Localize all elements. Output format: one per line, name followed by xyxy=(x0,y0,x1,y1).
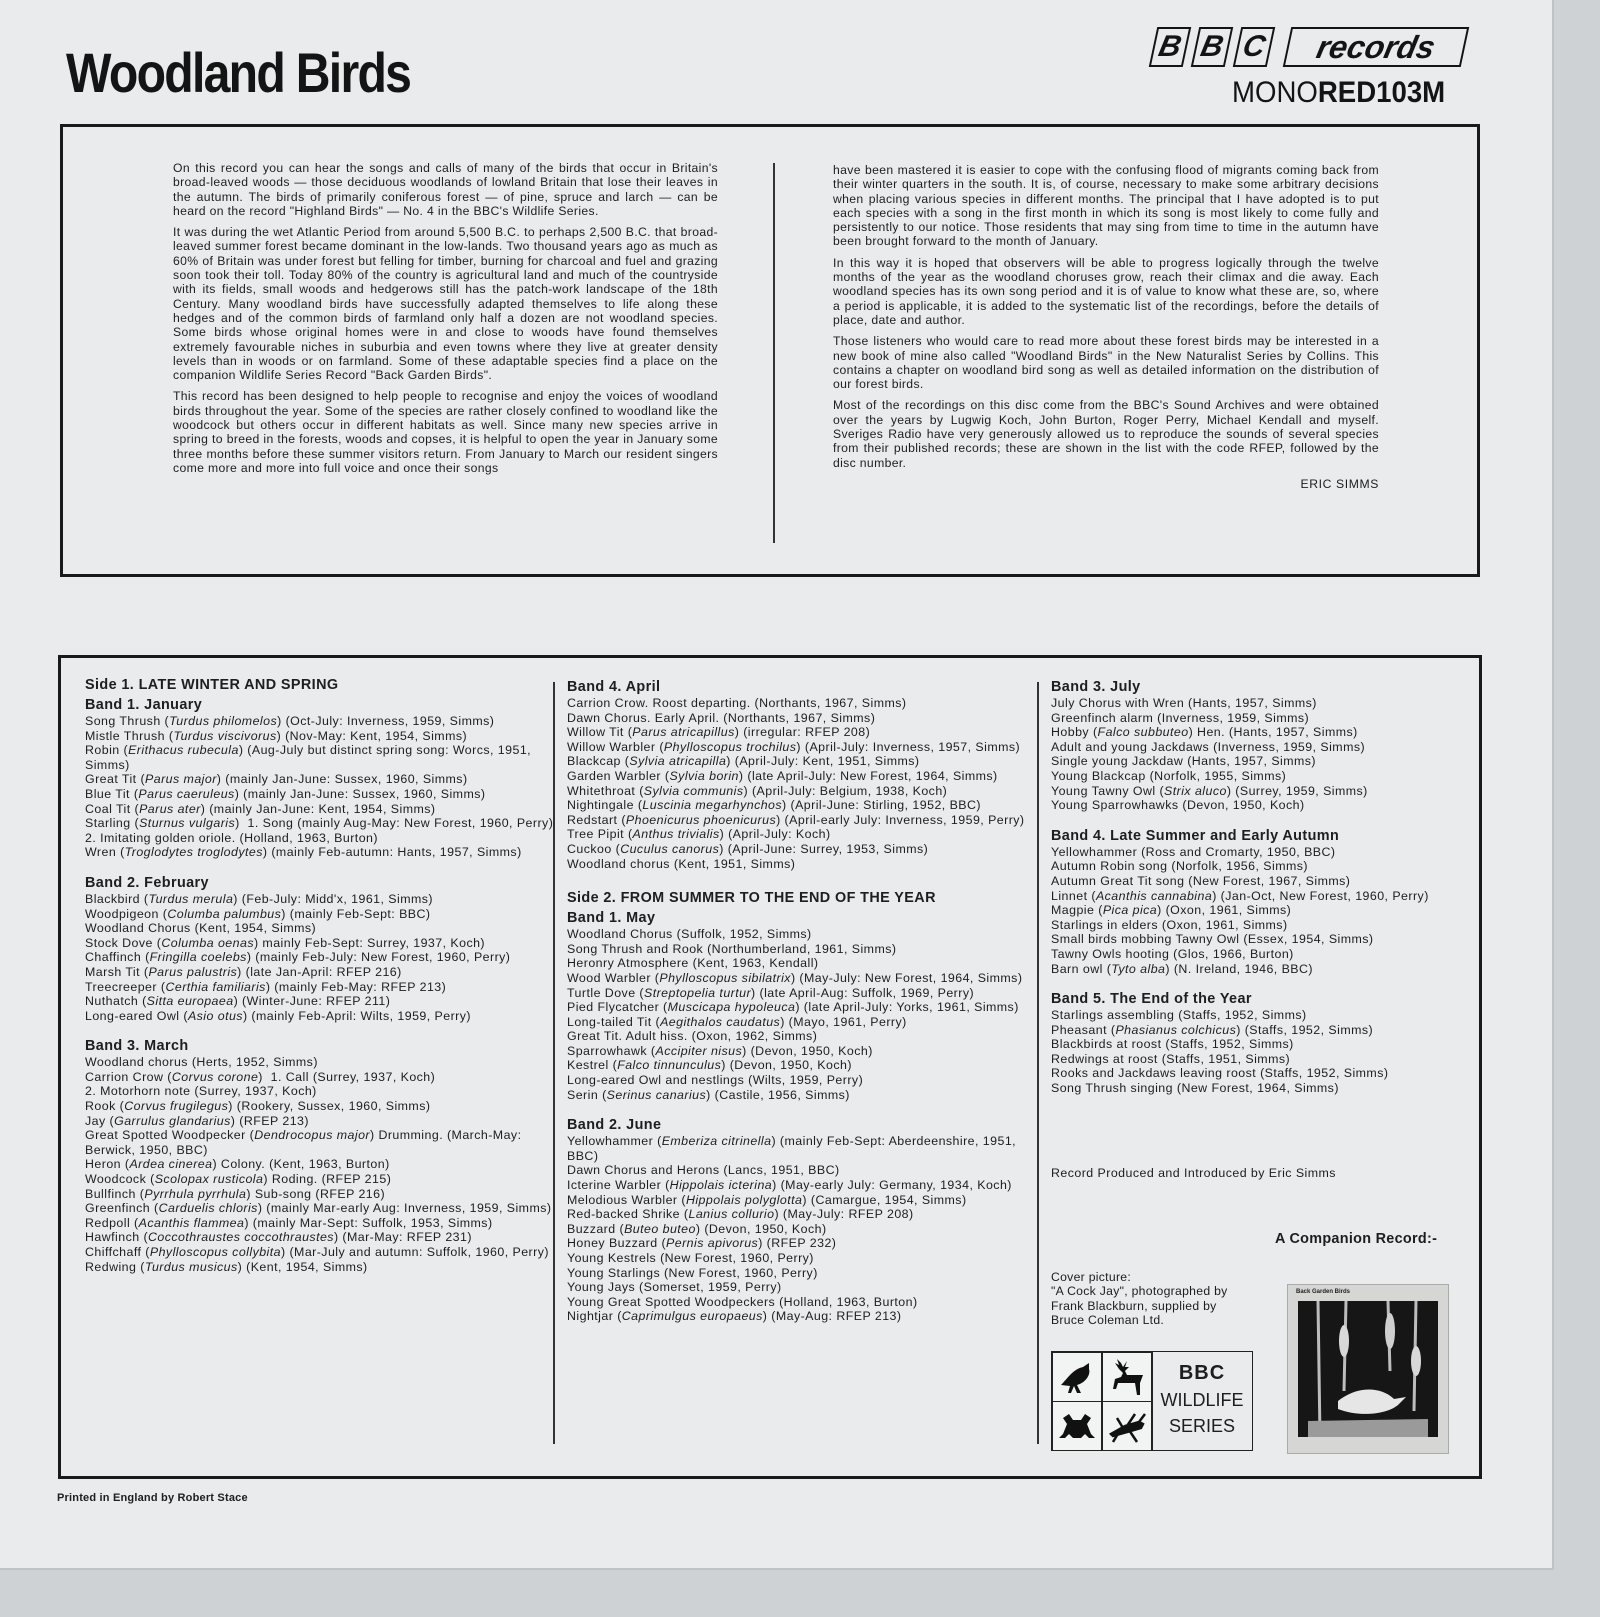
album-title: Woodland Birds xyxy=(66,41,411,104)
side-heading: Side 2. FROM SUMMER TO THE END OF THE YEAR xyxy=(567,890,936,907)
track-item: Wood Warbler (Phylloscopus sibilatrix) (May-July: New Forest, 1964, Simms) xyxy=(567,970,1023,985)
band-heading: Band 4. Late Summer and Early Autumn xyxy=(1051,827,1340,844)
track-column-3 xyxy=(1051,676,1466,1096)
track-item: Long-eared Owl and nestlings (Wilts, 1959, Perry) xyxy=(567,1073,864,1088)
wildlife-series-logo xyxy=(1051,1351,1253,1451)
band-heading: Band 1. May xyxy=(567,910,656,927)
track-item: Yellowhammer (Ross and Cromarty, 1950, BBC) xyxy=(1051,844,1336,859)
track-item: Greenfinch alarm (Inverness, 1959, Simms) xyxy=(1051,710,1310,725)
companion-record-thumbnail xyxy=(1287,1284,1449,1454)
companion-record-label: A Companion Record:- xyxy=(1275,1231,1438,1247)
track-item: Tawny Owls hooting (Glos, 1966, Burton) xyxy=(1051,946,1294,961)
track-item: July Chorus with Wren (Hants, 1957, Simms) xyxy=(1051,696,1317,710)
track-item: Robin (Erithacus rubecula) (Aug-July but distinct spring song: Worcs, 1951, Simms) xyxy=(85,743,535,772)
track-item: Chaffinch (Fringilla coelebs) (mainly Feb-July: New Forest, 1960, Perry) xyxy=(85,950,511,965)
track-item: Song Thrush (Turdus philomelos) (Oct-July: Inverness, 1959, Simms) xyxy=(85,714,495,728)
logo-letter: C xyxy=(1233,27,1276,67)
track-item: Blue Tit (Parus caeruleus) (mainly Jan-June: Sussex, 1960, Simms) xyxy=(85,786,486,801)
cover-credit-line: "A Cock Jay", photographed by xyxy=(1051,1284,1228,1299)
track-item: Starlings in elders (Oxon, 1961, Simms) xyxy=(1051,917,1288,932)
track-item: Heron (Ardea cinerea) Colony. (Kent, 1963, Burton) xyxy=(85,1157,390,1172)
track-item: Blackcap (Sylvia atricapilla) (April-July: Kent, 1951, Simms) xyxy=(567,754,920,769)
notes-paragraph: In this way it is hoped that observers will be able to progress logically through the twelve months of the year as the woodland choruses grow, reach their climax and die away. Each woodland species has its own song period and it is of value to know what these are, so, where a period is applicable, it is added to the systematic list of the recordings, before the details of place, date and author. xyxy=(833,255,1379,327)
track-item: Dawn Chorus and Herons (Lancs, 1951, BBC) xyxy=(567,1163,840,1178)
track-item: Redwings at roost (Staffs, 1951, Simms) xyxy=(1051,1051,1291,1066)
band-heading: Band 5. The End of the Year xyxy=(1051,991,1252,1008)
track-item: Young Blackcap (Norfolk, 1955, Simms) xyxy=(1051,768,1287,783)
track-item: Long-eared Owl (Asio otus) (mainly Feb-April: Wilts, 1959, Perry) xyxy=(85,1008,471,1023)
track-item: Great Tit. Adult hiss. (Oxon, 1962, Simms) xyxy=(567,1029,818,1044)
track-item: Coal Tit (Parus ater) (mainly Jan-June: Kent, 1954, Simms) xyxy=(85,801,436,816)
notes-paragraph: On this record you can hear the songs and calls of many of the birds that occur in Britain's broad-leaved woods — those deciduous woodlands of lowland Britain that lose their leaves in the autumn. The birds of primarily coniferous forest — of pine, spruce and larch — can be heard on the record "Highland Birds" — No. 4 in the BBC's Wildlife Series. xyxy=(173,161,718,218)
band-heading: Band 3. July xyxy=(1051,679,1141,695)
track-item: Young Tawny Owl (Strix aluco) (Surrey, 1959, Simms) xyxy=(1051,783,1368,798)
logo-letter: B xyxy=(1149,27,1192,67)
track-item: Autumn Great Tit song (New Forest, 1967, Simms) xyxy=(1051,873,1351,888)
track-item: Kestrel (Falco tinnunculus) (Devon, 1950, Koch) xyxy=(567,1058,852,1073)
catalogue-number xyxy=(1232,76,1445,110)
cover-credit-line: Cover picture: xyxy=(1051,1270,1132,1284)
notes-paragraph: Most of the recordings on this disc come from the BBC's Sound Archives and were obtained over the years by Lugwig Koch, John Burton, Roger Perry, Michael Kendall and myself. Sveriges Radio have very generously allowed us to reproduce the sounds of several species from their published records; these are shown in the list with the code RFEP, followed by the disc number. xyxy=(833,398,1379,470)
track-item: Treecreeper (Certhia familiaris) (mainly Feb-May: RFEP 213) xyxy=(85,979,447,994)
track-item: Woodland chorus (Herts, 1952, Simms) xyxy=(85,1055,318,1070)
track-listing-box xyxy=(58,655,1482,1479)
track-item: Rook (Corvus frugilegus) (Rookery, Sussex, 1960, Simms) xyxy=(85,1099,431,1114)
track-item: Redwing (Turdus musicus) (Kent, 1954, Simms) xyxy=(85,1259,368,1274)
track-item: Young Sparrowhawks (Devon, 1950, Koch) xyxy=(1051,798,1305,813)
logo-word: records xyxy=(1283,27,1470,67)
printer-credit: Printed in England by Robert Stace xyxy=(57,1492,248,1504)
track-item: Jay (Garrulus glandarius) (RFEP 213) xyxy=(85,1113,309,1128)
track-item: Great Spotted Woodpecker (Dendrocopus major) Drumming. (March-May: Berwick, 1950, BBC) xyxy=(85,1128,526,1157)
track-item: Serin (Serinus canarius) (Castile, 1956, Simms) xyxy=(567,1087,850,1102)
track-column-1 xyxy=(85,676,555,1274)
track-item: Nightingale (Luscinia megarhynchos) (April-June: Stirling, 1952, BBC) xyxy=(567,798,981,813)
track-item: Young Jays (Somerset, 1959, Perry) xyxy=(567,1280,782,1295)
track-item: Rooks and Jackdaws leaving roost (Staffs, 1952, Simms) xyxy=(1051,1066,1389,1081)
track-item: Blackbird (Turdus merula) (Feb-July: Midd'x, 1961, Simms) xyxy=(85,891,433,906)
series-brand: BBC xyxy=(1178,1362,1226,1384)
track-item: Redstart (Phoenicurus phoenicurus) (April-early July: Inverness, 1959, Perry) xyxy=(567,812,1025,827)
track-item: Woodland Chorus (Kent, 1954, Simms) xyxy=(85,921,317,936)
notes-paragraph: It was during the wet Atlantic Period from around 5,500 B.C. to perhaps 2,500 B.C. that broad-leaved summer forest became dominant in the low-lands. Two thousand years ago as much as 60% of Britain was under forest but felling for timber, burning for charcoal and fuel and grazing soon took their toll. Today 80% of the country is agricultural land and much of the countryside with its fields, small woods and hedgerows still has the patch-work landscape of the 18th Century. Many woodland birds have successfully adapted themselves to life along these hedges and of the common birds of farmland only half a dozen are not woodland species. Some birds whose original homes were in and close to woods have found themselves extremely favourable niches in suburbia and even towns where they live at greater density levels than in woods or on farmland. Some of these adaptable species find a place on the companion Wildlife Series Record "Back Garden Birds". xyxy=(173,225,718,383)
track-item: Starlings assembling (Staffs, 1952, Simms) xyxy=(1051,1008,1307,1023)
track-item: Nuthatch (Sitta europaea) (Winter-June: RFEP 211) xyxy=(85,994,391,1009)
notes-right-column xyxy=(833,163,1379,491)
series-line: SERIES xyxy=(1168,1416,1236,1436)
author-signature: ERIC SIMMS xyxy=(1300,476,1379,491)
track-item: Turtle Dove (Streptopelia turtur) (late April-Aug: Suffolk, 1969, Perry) xyxy=(567,985,975,1000)
bbc-records-logo xyxy=(1153,27,1467,67)
track-item: Adult and young Jackdaws (Inverness, 1959, Simms) xyxy=(1051,739,1366,754)
track-item: Pheasant (Phasianus colchicus) (Staffs, 1952, Simms) xyxy=(1051,1022,1374,1037)
side-heading: Side 1. LATE WINTER AND SPRING xyxy=(85,677,339,693)
track-item: Red-backed Shrike (Lanius collurio) (May-July: RFEP 208) xyxy=(567,1207,914,1222)
track-item: Carrion Crow (Corvus corone) 1. Call (Surrey, 1937, Koch) xyxy=(85,1069,436,1084)
series-line: WILDLIFE xyxy=(1160,1390,1244,1410)
cover-credit xyxy=(1051,1270,1228,1327)
band-heading: Band 4. April xyxy=(567,679,661,695)
track-item: Heronry Atmosphere (Kent, 1963, Kendall) xyxy=(567,956,819,971)
notes-left-column xyxy=(173,161,718,482)
track-item: Buzzard (Buteo buteo) (Devon, 1950, Koch) xyxy=(567,1221,827,1236)
track-item: Autumn Robin song (Norfolk, 1956, Simms) xyxy=(1051,859,1308,874)
track-item: Song Thrush singing (New Forest, 1964, Simms) xyxy=(1051,1081,1339,1096)
track-item: Pied Flycatcher (Muscicapa hypoleuca) (late April-July: Yorks, 1961, Simms) xyxy=(567,1000,1019,1015)
track-item: Blackbirds at roost (Staffs, 1952, Simms) xyxy=(1051,1037,1294,1052)
format-label: MONO xyxy=(1232,76,1318,109)
track-column-2 xyxy=(567,676,1033,1324)
notes-paragraph: Those listeners who would care to read more about these forest birds may be interested in a new book of mine also called "Woodland Birds" in the New Naturalist Series by Collins. This contains a chapter on woodland bird song as well as detailed information on the distribution of our forest birds. xyxy=(833,334,1379,392)
track-item: 2. Imitating golden oriole. (Holland, 1963, Burton) xyxy=(85,830,378,845)
frog-icon xyxy=(1052,1401,1102,1451)
track-item: Willow Tit (Parus atricapillus) (irregular: RFEP 208) xyxy=(567,725,871,740)
deer-icon xyxy=(1102,1352,1152,1402)
logo-letter: B xyxy=(1191,27,1234,67)
track-item: Carrion Crow. Roost departing. (Northants, 1967, Simms) xyxy=(567,696,907,710)
catalogue-code: RED103M xyxy=(1317,76,1446,109)
track-item: 2. Motorhorn note (Surrey, 1937, Koch) xyxy=(85,1084,317,1099)
track-item: Marsh Tit (Parus palustris) (late Jan-April: RFEP 216) xyxy=(85,964,402,979)
track-item: Melodious Warbler (Hippolais polyglotta) (Camargue, 1954, Simms) xyxy=(567,1192,967,1207)
track-item: Hobby (Falco subbuteo) Hen. (Hants, 1957, Simms) xyxy=(1051,725,1358,740)
notes-paragraph: This record has been designed to help people to recognise and enjoy the voices of woodland birds throughout the year. Some of the species are rather closely confined to woodland like the woodcock but others occur in different habitats as well. Since many new species arrive in spring to breed in the forests, woods and copses, it is helpful to open the year in January some three months before these summer visitors return. From January to March our resident singers come more and more into full voice and once their songs xyxy=(173,389,718,475)
track-item: Woodcock (Scolopax rusticola) Roding. (RFEP 215) xyxy=(85,1172,392,1187)
column-divider xyxy=(773,163,775,543)
track-item: Magpie (Pica pica) (Oxon, 1961, Simms) xyxy=(1051,903,1292,918)
track-item: Barn owl (Tyto alba) (N. Ireland, 1946, BBC) xyxy=(1051,961,1313,976)
column-divider xyxy=(553,682,555,1444)
cover-credit-line: Bruce Coleman Ltd. xyxy=(1051,1312,1165,1327)
track-item: Garden Warbler (Sylvia borin) (late April-July: New Forest, 1964, Simms) xyxy=(567,768,998,783)
track-item: Honey Buzzard (Pernis apivorus) (RFEP 232) xyxy=(567,1236,837,1251)
band-heading: Band 1. January xyxy=(85,697,203,713)
track-item: Mistle Thrush (Turdus viscivorus) (Nov-May: Kent, 1954, Simms) xyxy=(85,728,468,743)
track-item: Chiffchaff (Phylloscopus collybita) (Mar-July and autumn: Suffolk, 1960, Perry) xyxy=(85,1245,549,1259)
track-item: Long-tailed Tit (Aegithalos caudatus) (Mayo, 1961, Perry) xyxy=(567,1014,907,1029)
track-item: Young Great Spotted Woodpeckers (Holland, 1963, Burton) xyxy=(567,1294,918,1309)
track-item: Song Thrush and Rook (Northumberland, 1961, Simms) xyxy=(567,941,897,956)
producer-credit: Record Produced and Introduced by Eric Simms xyxy=(1051,1166,1336,1180)
track-item: Young Kestrels (New Forest, 1960, Perry) xyxy=(567,1251,814,1265)
notes-paragraph: have been mastered it is easier to cope with the confusing flood of migrants coming back from their winter quarters in the south. It is, of course, necessary to make some arbitrary decisions when placing various species in different months. The principal that I have adopted is to put each species with a song in the first month in which its song is most likely to come fully and persistently to our notice. Those residents that may sing from time to time in the autumn have been brought forward to the month of January. xyxy=(833,163,1379,249)
track-item: Stock Dove (Columba oenas) mainly Feb-Sept: Surrey, 1937, Koch) xyxy=(85,935,486,950)
notes-right-paragraphs xyxy=(833,163,1379,470)
track-item: Single young Jackdaw (Hants, 1957, Simms) xyxy=(1051,754,1316,769)
bird-icon xyxy=(1052,1352,1102,1402)
track-item: Hawfinch (Coccothraustes coccothraustes) (Mar-May: RFEP 231) xyxy=(85,1230,472,1245)
track-item: Greenfinch (Carduelis chloris) (mainly Mar-early Aug: Inverness, 1959, Simms) xyxy=(85,1201,552,1216)
track-item: Icterine Warbler (Hippolais icterina) (May-early July: Germany, 1934, Koch) xyxy=(567,1178,1012,1193)
cover-credit-line: Frank Blackburn, supplied by xyxy=(1051,1298,1217,1313)
track-item: Woodland chorus (Kent, 1951, Simms) xyxy=(567,856,796,871)
track-item: Wren (Troglodytes troglodytes) (mainly Feb-autumn: Hants, 1957, Simms) xyxy=(85,845,522,860)
track-item: Linnet (Acanthis cannabina) (Jan-Oct, New Forest, 1960, Perry) xyxy=(1051,888,1429,903)
wildlife-series-text xyxy=(1152,1352,1251,1450)
track-item: Sparrowhawk (Accipiter nisus) (Devon, 1950, Koch) xyxy=(567,1043,873,1058)
track-item: Woodpigeon (Columba palumbus) (mainly Feb-Sept: BBC) xyxy=(85,906,431,921)
track-item: Tree Pipit (Anthus trivialis) (April-July: Koch) xyxy=(567,827,831,842)
track-item: Starling (Sturnus vulgaris) 1. Song (mainly Aug-May: New Forest, 1960, Perry) xyxy=(85,816,554,831)
track-item: Whitethroat (Sylvia communis) (April-July: Belgium, 1938, Koch) xyxy=(567,783,948,798)
sleeve-notes-box xyxy=(60,124,1480,577)
track-item: Woodland Chorus (Suffolk, 1952, Simms) xyxy=(567,927,812,942)
track-item: Young Starlings (New Forest, 1960, Perry) xyxy=(567,1265,818,1280)
track-item: Small birds mobbing Tawny Owl (Essex, 1954, Simms) xyxy=(1051,932,1374,947)
column-divider xyxy=(1037,682,1039,1444)
track-item: Willow Warbler (Phylloscopus trochilus) (April-July: Inverness, 1957, Simms) xyxy=(567,739,1021,754)
track-item: Bullfinch (Pyrrhula pyrrhula) Sub-song (RFEP 216) xyxy=(85,1186,386,1201)
band-heading: Band 3. March xyxy=(85,1038,189,1055)
band-heading: Band 2. February xyxy=(85,874,209,891)
thumbnail-photo xyxy=(1298,1301,1438,1437)
track-item: Yellowhammer (Emberiza citrinella) (mainly Feb-Sept: Aberdeenshire, 1951, BBC) xyxy=(567,1134,1020,1163)
band-heading: Band 2. June xyxy=(567,1117,662,1134)
thumbnail-title: Back Garden Birds xyxy=(1296,1289,1351,1295)
track-item: Redpoll (Acanthis flammea) (mainly Mar-Sept: Suffolk, 1953, Simms) xyxy=(85,1215,493,1230)
track-item: Great Tit (Parus major) (mainly Jan-June: Sussex, 1960, Simms) xyxy=(85,772,468,787)
track-item: Cuckoo (Cuculus canorus) (April-June: Surrey, 1953, Simms) xyxy=(567,841,929,856)
track-item: Dawn Chorus. Early April. (Northants, 1967, Simms) xyxy=(567,710,876,725)
track-item: Nightjar (Caprimulgus europaeus) (May-Aug: RFEP 213) xyxy=(567,1309,902,1324)
insect-icon xyxy=(1102,1401,1152,1451)
